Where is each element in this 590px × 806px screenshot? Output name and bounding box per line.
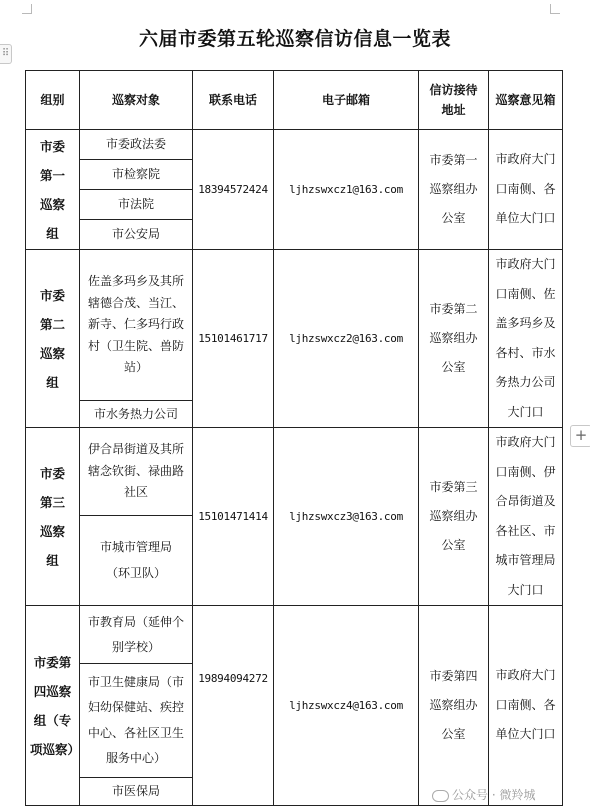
group-cell: 市委第四巡察组（专项巡察） — [26, 606, 80, 806]
group-cell: 市委第一巡察组 — [26, 130, 80, 250]
document-title: 六届市委第五轮巡察信访信息一览表 — [138, 28, 451, 50]
mailbox-cell: 市政府大门口南侧、各单位大门口 — [489, 130, 563, 250]
header-address: 信访接待地址 — [419, 71, 489, 130]
target-cell: 佐盖多玛乡及其所辖德合茂、当江、新寺、仁多玛行政村（卫生院、兽防站） — [80, 250, 193, 401]
group-cell: 市委第三巡察组 — [26, 428, 80, 606]
table-row — [26, 428, 563, 516]
table-row — [26, 606, 563, 664]
page-corner-mark-left — [22, 4, 32, 14]
target-cell: 伊合昂街道及其所辖念钦街、禄曲路社区 — [80, 428, 193, 516]
header-group: 组别 — [26, 71, 80, 130]
target-cell: 市公安局 — [80, 220, 193, 250]
header-email: 电子邮箱 — [274, 71, 419, 130]
drag-handle-icon[interactable]: ⠿ — [0, 44, 12, 64]
email-cell: ljhzswxcz1@163.com — [274, 130, 419, 250]
table-row — [26, 130, 563, 160]
phone-cell: 15101461717 — [193, 250, 274, 428]
inspection-info-table — [25, 70, 563, 806]
wechat-watermark — [432, 786, 535, 803]
add-block-button[interactable]: + — [570, 425, 590, 447]
address-cell: 市委第三巡察组办公室 — [419, 428, 489, 606]
target-cell: 市城市管理局（环卫队） — [80, 515, 193, 605]
email-cell: ljhzswxcz2@163.com — [274, 250, 419, 428]
target-cell: 市卫生健康局（市妇幼保健站、疾控中心、各社区卫生服务中心） — [80, 664, 193, 778]
address-cell: 市委第四巡察组办公室 — [419, 606, 489, 806]
group-cell: 市委第二巡察组 — [26, 250, 80, 428]
watermark-text: 公众号 · 微羚城 — [452, 788, 536, 802]
phone-cell: 18394572424 — [193, 130, 274, 250]
address-cell: 市委第二巡察组办公室 — [419, 250, 489, 428]
address-cell: 市委第一巡察组办公室 — [419, 130, 489, 250]
target-cell: 市水务热力公司 — [80, 401, 193, 428]
target-cell: 市检察院 — [80, 160, 193, 190]
target-cell: 市医保局 — [80, 778, 193, 806]
header-target: 巡察对象 — [80, 71, 193, 130]
table-row — [26, 250, 563, 401]
target-cell: 市委政法委 — [80, 130, 193, 160]
header-phone: 联系电话 — [193, 71, 274, 130]
target-cell: 市法院 — [80, 190, 193, 220]
page-corner-mark-right — [550, 4, 560, 14]
phone-cell: 15101471414 — [193, 428, 274, 606]
phone-cell: 19894094272 — [193, 606, 274, 806]
mailbox-cell: 市政府大门口南侧、各单位大门口 — [489, 606, 563, 806]
wechat-logo-icon — [432, 790, 449, 802]
mailbox-cell: 市政府大门口南侧、伊合昂街道及各社区、市城市管理局大门口 — [489, 428, 563, 606]
target-cell: 市教育局（延伸个别学校） — [80, 606, 193, 664]
email-cell: ljhzswxcz4@163.com — [274, 606, 419, 806]
table-header-row — [26, 71, 563, 130]
mailbox-cell: 市政府大门口南侧、佐盖多玛乡及各村、市水务热力公司大门口 — [489, 250, 563, 428]
header-mailbox: 巡察意见箱 — [489, 71, 563, 130]
email-cell: ljhzswxcz3@163.com — [274, 428, 419, 606]
